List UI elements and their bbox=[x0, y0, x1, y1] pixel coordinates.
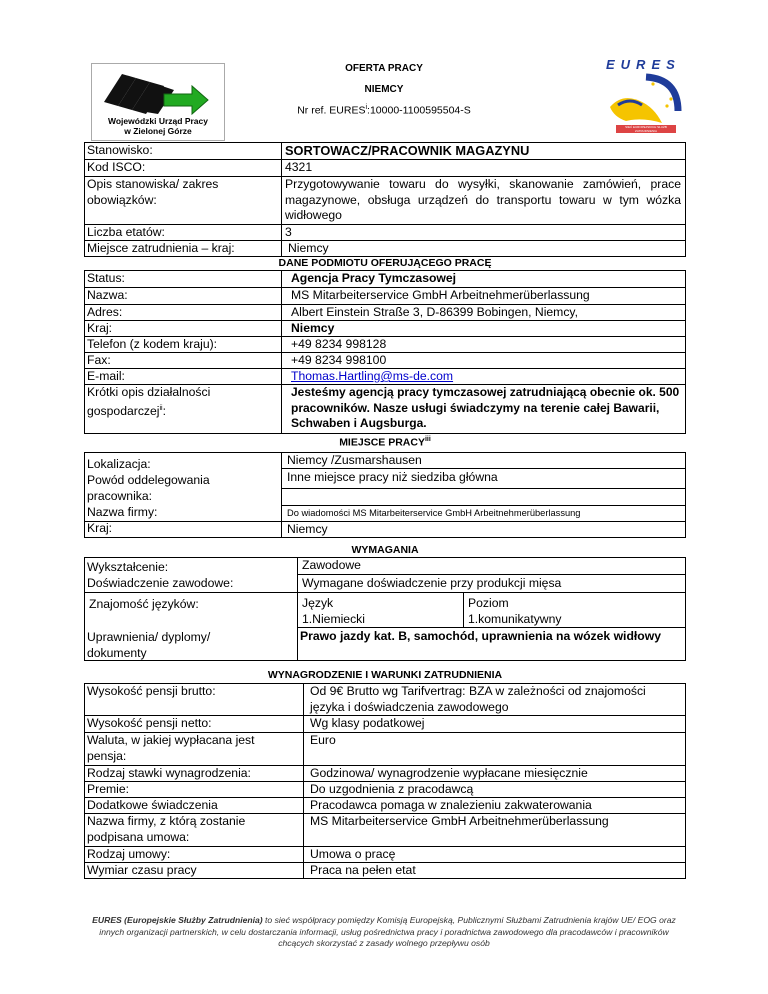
label-name: Nazwa: bbox=[87, 288, 128, 302]
salary-heading: WYNAGRODZENIE I WARUNKI ZATRUDNIENIA bbox=[267, 669, 503, 681]
benefits: Pracodawca pomaga w znalezieniu zakwaterowania bbox=[310, 798, 592, 812]
label-phone: Telefon (z kodem kraju): bbox=[87, 337, 218, 351]
eures-caption-text: SIEĆ EUROPEJSKICH SŁUŻB ZATRUDNIENIA bbox=[625, 125, 667, 133]
licenses-value: Prawo jazdy kat. B, samochód, uprawnienia na wózek widłowy bbox=[300, 629, 661, 643]
label-experience: Doświadczenie zawodowe: bbox=[87, 576, 234, 590]
reference-prefix: Nr ref. EURES bbox=[297, 104, 366, 117]
employer-heading: DANE PODMIOTU OFERUJĄCEGO PRACĘ bbox=[278, 257, 492, 269]
label-isco: Kod ISCO: bbox=[87, 160, 146, 174]
workplace-location: Niemcy /Zusmarshausen bbox=[287, 453, 422, 467]
label-business-description: Krótki opis działalności gospodarczej$^{ii}$: bbox=[87, 385, 211, 418]
label-work-time: Wymiar czasu pracy bbox=[87, 863, 197, 877]
education-value: Zawodowe bbox=[302, 558, 361, 572]
reference-value: :10000-1100595504-S bbox=[367, 104, 471, 117]
contract-type: Umowa o pracę bbox=[310, 847, 396, 861]
currency: Euro bbox=[310, 733, 336, 747]
label-net-salary: Wysokość pensji netto: bbox=[87, 716, 212, 730]
label-gross-salary: Wysokość pensji brutto: bbox=[87, 684, 216, 698]
label-contract-company: Nazwa firmy, z którą zostanie podpisana umowa: bbox=[87, 814, 246, 844]
label-business-description-text: Krótki opis działalności gospodarczej bbox=[87, 385, 211, 418]
workplace-company: Do wiadomości MS Mitarbeiterservice GmbH Arbeitnehmerüberlassung bbox=[287, 508, 581, 518]
work-time: Praca na pełen etat bbox=[310, 863, 416, 877]
language-value: 1.Niemiecki bbox=[302, 612, 365, 626]
label-description: Opis stanowiska/ zakres obowiązków: bbox=[87, 177, 219, 207]
experience-value: Wymagane doświadczenie przy produkcji mięsa bbox=[302, 576, 562, 590]
workplace-reason: Inne miejsce pracy niż siedziba główna bbox=[287, 470, 498, 484]
label-workplace-country: Kraj: bbox=[87, 521, 113, 535]
employer-fax: +49 8234 998100 bbox=[291, 353, 387, 367]
net-salary: Wg klasy podatkowej bbox=[310, 716, 425, 730]
label-email: E-mail: bbox=[87, 369, 125, 383]
footer-note bbox=[0, 915, 768, 950]
label-fax: Fax: bbox=[87, 353, 111, 367]
position-title: SORTOWACZ/PRACOWNIK MAGAZYNU bbox=[285, 143, 530, 158]
job-count: 3 bbox=[285, 225, 292, 239]
label-rate-type: Rodzaj stawki wynagrodzenia: bbox=[87, 766, 251, 780]
workplace-heading bbox=[84, 436, 686, 449]
level-header: Poziom bbox=[468, 596, 509, 610]
label-status: Status: bbox=[87, 271, 125, 285]
label-currency: Waluta, w jakiej wypłacana jest pensja: bbox=[87, 733, 255, 763]
wup-logo-line-1: Wojewódzki Urząd Pracy bbox=[108, 116, 208, 126]
label-employment-country: Miejsce zatrudnienia – kraj: bbox=[87, 241, 235, 255]
rate-type: Godzinowa/ wynagrodzenie wypłacane miesięcznie bbox=[310, 766, 588, 780]
workplace-heading-sup: iii bbox=[424, 436, 431, 443]
label-company-name: Nazwa firmy: bbox=[87, 505, 158, 519]
workplace-heading-text: MIEJSCE PRACY bbox=[339, 436, 425, 449]
label-job-count: Liczba etatów: bbox=[87, 225, 165, 239]
employer-country: Niemcy bbox=[291, 321, 335, 335]
employer-phone: +49 8234 998128 bbox=[291, 337, 387, 351]
label-contract-type: Rodzaj umowy: bbox=[87, 847, 171, 861]
offer-country: NIEMCY bbox=[364, 84, 404, 95]
label-position: Stanowisko: bbox=[87, 143, 153, 157]
eures-logo bbox=[596, 55, 686, 135]
employer-email-link[interactable]: Thomas.Hartling@ms-de.com bbox=[291, 369, 454, 383]
footer-bold: EURES (Europejskie Służby Zatrudnienia) bbox=[92, 915, 263, 925]
wup-logo-text bbox=[92, 116, 224, 136]
eures-emblem-icon bbox=[596, 71, 686, 131]
workplace-country: Niemcy bbox=[287, 522, 328, 536]
label-location: Lokalizacja: bbox=[87, 457, 151, 471]
employer-description: Jesteśmy agencją pracy tymczasowej zatrudniającą obecnie ok. 500 pracowników. Nasze usługi świadczymy na terenie całej Bawarii, Schwaben i Augsburga. bbox=[291, 385, 680, 430]
label-delegation-reason: Powód oddelegowania pracownika: bbox=[87, 473, 210, 503]
isco-code: 4321 bbox=[285, 160, 313, 174]
employer-name: MS Mitarbeiterservice GmbH Arbeitnehmerüberlassung bbox=[291, 288, 590, 302]
label-country: Kraj: bbox=[87, 321, 113, 335]
employer-status: Agencja Pracy Tymczasowej bbox=[291, 271, 457, 285]
requirements-heading: WYMAGANIA bbox=[351, 544, 419, 556]
language-header: Język bbox=[302, 596, 334, 610]
wup-logo-line-2: w Zielonej Górze bbox=[124, 126, 192, 136]
bonus: Do uzgodnienia z pracodawcą bbox=[310, 782, 474, 796]
wup-logo-graphic bbox=[92, 64, 222, 116]
employment-country: Niemcy bbox=[288, 241, 329, 255]
footer-text: to sieć współpracy pomiędzy Komisją Europejską, Publicznymi Służbami Zatrudnienia krajów UE/ EOG oraz innych organizacji partnerskich, w celu dostarczania informacji, usług pośrednictwa pracy i poradnictwa zawodowego dla pracodawców i pracowników chcących skorzystać z zasady wolnego przepływu osób bbox=[99, 915, 676, 948]
label-benefits: Dodatkowe świadczenia bbox=[87, 798, 218, 812]
gross-salary: Od 9€ Brutto wg Tarifvertrag: BZA w zależności od znajomości języka i doświadczenia zawodowego bbox=[310, 684, 646, 714]
contract-company: MS Mitarbeiterservice GmbH Arbeitnehmerüberlassung bbox=[310, 814, 609, 828]
label-business-sup: ii bbox=[159, 404, 163, 412]
reference-sup: i bbox=[365, 104, 368, 111]
eures-logo-text: EURES bbox=[606, 57, 681, 72]
reference-number bbox=[284, 104, 484, 117]
position-description: Przygotowywanie towaru do wysyłki, skanowanie zamówień, prace magazynowe, obsługa urządzeń do transportu towaru w tym wózka widłowego bbox=[285, 177, 681, 222]
label-licenses: Uprawnienia/ dyplomy/ dokumenty bbox=[87, 630, 211, 660]
label-address: Adres: bbox=[87, 305, 123, 319]
wup-logo bbox=[91, 63, 225, 141]
label-bonus: Premie: bbox=[87, 782, 129, 796]
label-languages: Znajomość języków: bbox=[89, 597, 199, 611]
level-value: 1.komunikatywny bbox=[468, 612, 562, 626]
employer-address: Albert Einstein Straße 3, D-86399 Bobingen, Niemcy, bbox=[291, 305, 579, 319]
offer-title: OFERTA PRACY bbox=[345, 63, 423, 74]
label-education: Wykształcenie: bbox=[87, 560, 169, 574]
